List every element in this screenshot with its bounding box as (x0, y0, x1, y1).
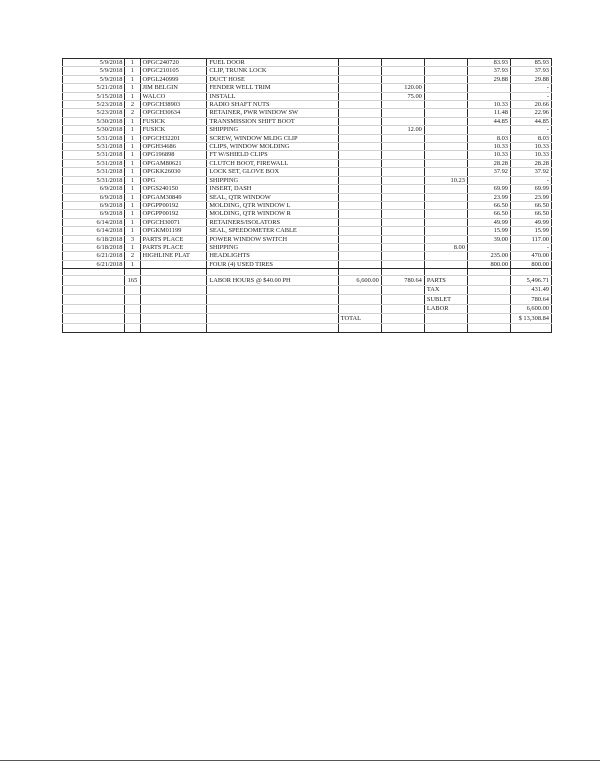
item-unit-price: 83.93 (467, 59, 510, 67)
item-total: - (511, 126, 552, 134)
invoice-item-row (63, 218, 552, 226)
item-date: 6/9/2018 (63, 210, 125, 218)
item-total: 37.92 (511, 168, 552, 176)
item-sublet-amount: 12.00 (381, 126, 424, 134)
parts-label: PARTS (424, 276, 467, 286)
item-sublet-amount (381, 260, 424, 268)
item-part-number: OPGC210105 (140, 67, 207, 75)
item-total: 66.50 (511, 201, 552, 209)
item-total: 66.50 (511, 210, 552, 218)
item-sublet-amount (381, 67, 424, 75)
item-date: 5/31/2018 (63, 134, 125, 142)
item-unit-price: 69.99 (467, 185, 510, 193)
item-date: 6/18/2018 (63, 235, 125, 243)
item-sublet-amount (381, 101, 424, 109)
item-labor-amount (338, 185, 381, 193)
item-labor-amount (338, 159, 381, 167)
item-date: 6/21/2018 (63, 252, 125, 260)
item-description: SHIPPING (207, 176, 338, 184)
item-part-number: OPGCH30071 (140, 218, 207, 226)
item-part-number: OPGCH38903 (140, 101, 207, 109)
item-sublet-amount (381, 151, 424, 159)
item-qty: 1 (125, 227, 140, 235)
item-description: POWER WINDOW SWITCH (207, 235, 338, 243)
item-shipping-amount (424, 168, 467, 176)
item-total: 44.85 (511, 117, 552, 125)
item-labor-amount (338, 126, 381, 134)
item-shipping-amount (424, 126, 467, 134)
item-part-number: OPGAM30849 (140, 193, 207, 201)
item-description: CLUTCH BOOT, FIREWALL (207, 159, 338, 167)
invoice-item-row (63, 126, 552, 134)
labor-value: 6,600.00 (511, 304, 552, 314)
item-labor-amount (338, 243, 381, 251)
item-description: RETAINER, PWR WINDOW SW (207, 109, 338, 117)
tax-label: TAX (424, 285, 467, 295)
labor-hours: 165 (125, 276, 140, 286)
item-sublet-amount (381, 218, 424, 226)
item-description: CLIP, TRUNK LOCK (207, 67, 338, 75)
invoice-item-row (63, 92, 552, 100)
item-date: 5/9/2018 (63, 59, 125, 67)
item-qty: 1 (125, 176, 140, 184)
invoice-item-row (63, 109, 552, 117)
item-shipping-amount: 8.00 (424, 243, 467, 251)
item-unit-price: 11.48 (467, 109, 510, 117)
item-qty: 2 (125, 252, 140, 260)
item-sublet-amount: 120.00 (381, 84, 424, 92)
item-shipping-amount (424, 201, 467, 209)
item-total: 117.00 (511, 235, 552, 243)
item-labor-amount (338, 143, 381, 151)
item-part-number: OPG (140, 176, 207, 184)
item-shipping-amount (424, 159, 467, 167)
page-bottom-rule (0, 760, 600, 761)
invoice-item-row (63, 252, 552, 260)
item-date: 5/31/2018 (63, 159, 125, 167)
item-unit-price: 39.00 (467, 235, 510, 243)
item-description: RETAINERS/ISOLATORS (207, 218, 338, 226)
item-qty: 1 (125, 218, 140, 226)
item-shipping-amount (424, 101, 467, 109)
item-qty: 2 (125, 109, 140, 117)
invoice-item-row (63, 193, 552, 201)
item-sublet-amount (381, 168, 424, 176)
item-total: - (511, 92, 552, 100)
item-unit-price (467, 126, 510, 134)
sublet-value: 780.64 (511, 295, 552, 305)
invoice-item-row (63, 134, 552, 142)
item-description: CLIPS, WINDOW MOLDING (207, 143, 338, 151)
item-description: HEADLIGHTS (207, 252, 338, 260)
item-shipping-amount (424, 210, 467, 218)
item-sublet-amount (381, 109, 424, 117)
item-qty: 1 (125, 243, 140, 251)
item-total: - (511, 243, 552, 251)
item-total: - (511, 176, 552, 184)
item-unit-price: 8.03 (467, 134, 510, 142)
item-sublet-amount (381, 75, 424, 83)
item-part-number: JIM BELGIN (140, 84, 207, 92)
item-qty: 1 (125, 67, 140, 75)
item-part-number: OPGC240720 (140, 59, 207, 67)
item-unit-price: 10.33 (467, 143, 510, 151)
item-part-number: OPGAM80621 (140, 159, 207, 167)
item-sublet-amount (381, 59, 424, 67)
item-qty: 1 (125, 143, 140, 151)
item-shipping-amount (424, 252, 467, 260)
item-unit-price: 15.99 (467, 227, 510, 235)
item-total: - (511, 84, 552, 92)
item-labor-amount (338, 75, 381, 83)
item-part-number: OPGKM01199 (140, 227, 207, 235)
item-sublet-amount (381, 176, 424, 184)
item-sublet-amount (381, 201, 424, 209)
item-total: 49.99 (511, 218, 552, 226)
item-part-number: PARTS PLACE (140, 243, 207, 251)
item-date: 5/31/2018 (63, 176, 125, 184)
item-description: LOCK SET, GLOVE BOX (207, 168, 338, 176)
item-unit-price: 29.88 (467, 75, 510, 83)
item-shipping-amount (424, 84, 467, 92)
summary-total-row (63, 314, 552, 324)
item-date: 5/31/2018 (63, 151, 125, 159)
labor-label: LABOR (424, 304, 467, 314)
item-labor-amount (338, 193, 381, 201)
item-qty: 1 (125, 59, 140, 67)
item-qty: 1 (125, 159, 140, 167)
item-sublet-amount (381, 235, 424, 243)
item-labor-amount (338, 59, 381, 67)
item-part-number: OPGL240999 (140, 75, 207, 83)
item-date: 5/9/2018 (63, 75, 125, 83)
item-sublet-amount (381, 252, 424, 260)
item-total: 22.96 (511, 109, 552, 117)
item-unit-price (467, 92, 510, 100)
item-date: 6/21/2018 (63, 260, 125, 268)
invoice-item-row (63, 159, 552, 167)
invoice-item-row (63, 75, 552, 83)
item-unit-price: 10.33 (467, 151, 510, 159)
item-labor-amount (338, 252, 381, 260)
item-labor-amount (338, 168, 381, 176)
item-description: MOLDING, QTR WINDOW R (207, 210, 338, 218)
item-description: FT W/SHIELD CLIPS (207, 151, 338, 159)
item-description: RADIO SHAFT NUTS (207, 101, 338, 109)
item-unit-price: 66.50 (467, 201, 510, 209)
item-description: SCREW, WINDOW MLDG CLIP (207, 134, 338, 142)
item-qty: 1 (125, 185, 140, 193)
item-description: INSERT, DASH (207, 185, 338, 193)
invoice-item-row (63, 84, 552, 92)
item-qty: 1 (125, 75, 140, 83)
labor-hours-text: LABOR HOURS @ $40.00 PH (207, 276, 338, 286)
sublet-label: SUBLET (424, 295, 467, 305)
item-total: 20.66 (511, 101, 552, 109)
item-date: 5/15/2018 (63, 92, 125, 100)
invoice-item-row (63, 210, 552, 218)
parts-value: 5,496.71 (511, 276, 552, 286)
invoice-table (62, 58, 552, 333)
item-shipping-amount (424, 193, 467, 201)
item-shipping-amount (424, 117, 467, 125)
item-description: SHIPPING (207, 126, 338, 134)
item-sublet-amount (381, 210, 424, 218)
item-part-number: OPGCH32201 (140, 134, 207, 142)
item-total: 10.33 (511, 143, 552, 151)
item-description: TRANSMISSION SHIFT BOOT (207, 117, 338, 125)
item-unit-price (467, 84, 510, 92)
item-description: DUCT HOSE (207, 75, 338, 83)
item-shipping-amount (424, 260, 467, 268)
item-part-number: WALCO (140, 92, 207, 100)
item-shipping-amount (424, 218, 467, 226)
item-part-number: HIGHLINE PLAT (140, 252, 207, 260)
item-total: 69.99 (511, 185, 552, 193)
item-labor-amount (338, 176, 381, 184)
item-total: 8.03 (511, 134, 552, 142)
item-shipping-amount (424, 59, 467, 67)
item-total: 470.00 (511, 252, 552, 260)
item-description: FUEL DOOR (207, 59, 338, 67)
item-labor-amount (338, 218, 381, 226)
item-date: 5/30/2018 (63, 117, 125, 125)
invoice-item-row (63, 235, 552, 243)
item-date: 6/18/2018 (63, 243, 125, 251)
item-unit-price: 235.00 (467, 252, 510, 260)
item-date: 6/14/2018 (63, 218, 125, 226)
invoice-item-row (63, 117, 552, 125)
invoice-item-row (63, 151, 552, 159)
item-date: 5/31/2018 (63, 168, 125, 176)
total-label: TOTAL (338, 314, 381, 324)
summary-sublet-row (63, 295, 552, 305)
item-shipping-amount (424, 92, 467, 100)
item-part-number (140, 260, 207, 268)
item-sublet-amount (381, 243, 424, 251)
item-sublet-amount: 75.00 (381, 92, 424, 100)
item-sublet-amount (381, 117, 424, 125)
item-labor-amount (338, 210, 381, 218)
item-shipping-amount (424, 75, 467, 83)
item-sublet-amount (381, 159, 424, 167)
invoice-item-row (63, 243, 552, 251)
item-labor-amount (338, 101, 381, 109)
item-total: 10.33 (511, 151, 552, 159)
item-qty: 1 (125, 168, 140, 176)
item-total: 23.99 (511, 193, 552, 201)
item-shipping-amount: 10.23 (424, 176, 467, 184)
sublet-amount: 780.64 (381, 276, 424, 286)
item-part-number: FUSICK (140, 126, 207, 134)
item-qty: 1 (125, 193, 140, 201)
spacer-row (63, 269, 552, 276)
item-sublet-amount (381, 143, 424, 151)
item-unit-price: 66.50 (467, 210, 510, 218)
item-unit-price: 23.99 (467, 193, 510, 201)
item-date: 5/23/2018 (63, 101, 125, 109)
tax-value: 431.49 (511, 285, 552, 295)
item-description: MOLDING, QTR WINDOW L (207, 201, 338, 209)
item-labor-amount (338, 151, 381, 159)
item-shipping-amount (424, 67, 467, 75)
item-total: 37.93 (511, 67, 552, 75)
item-total: 15.99 (511, 227, 552, 235)
item-shipping-amount (424, 185, 467, 193)
invoice-summary (63, 269, 552, 333)
item-part-number: PARTS PLACE (140, 235, 207, 243)
item-labor-amount (338, 117, 381, 125)
item-qty: 1 (125, 92, 140, 100)
invoice-item-row (63, 101, 552, 109)
item-sublet-amount (381, 227, 424, 235)
item-unit-price: 44.85 (467, 117, 510, 125)
item-qty: 1 (125, 84, 140, 92)
item-description: SHIPPING (207, 243, 338, 251)
item-total: 85.93 (511, 59, 552, 67)
item-sublet-amount (381, 185, 424, 193)
item-part-number: FUSICK (140, 117, 207, 125)
item-qty: 1 (125, 134, 140, 142)
item-date: 6/9/2018 (63, 193, 125, 201)
item-date: 6/14/2018 (63, 227, 125, 235)
item-description: SEAL, QTR WINDOW (207, 193, 338, 201)
item-unit-price: 10.33 (467, 101, 510, 109)
item-labor-amount (338, 92, 381, 100)
item-part-number: OPGPP00192 (140, 201, 207, 209)
item-part-number: OPGS240150 (140, 185, 207, 193)
item-description: FOUR (4) USED TIRES (207, 260, 338, 268)
summary-labor-row (63, 304, 552, 314)
item-labor-amount (338, 67, 381, 75)
item-qty: 2 (125, 101, 140, 109)
item-labor-amount (338, 227, 381, 235)
item-total: 800.00 (511, 260, 552, 268)
item-unit-price (467, 243, 510, 251)
item-unit-price: 49.99 (467, 218, 510, 226)
item-date: 5/31/2018 (63, 143, 125, 151)
item-unit-price: 800.00 (467, 260, 510, 268)
item-labor-amount (338, 201, 381, 209)
item-shipping-amount (424, 227, 467, 235)
summary-tax-row (63, 285, 552, 295)
total-value: $ 13,308.84 (511, 314, 552, 324)
invoice-item-row (63, 168, 552, 176)
item-unit-price: 28.28 (467, 159, 510, 167)
item-labor-amount (338, 84, 381, 92)
item-total: 29.88 (511, 75, 552, 83)
item-part-number: OPG196898 (140, 151, 207, 159)
item-qty: 1 (125, 126, 140, 134)
item-part-number: OPGPP00192 (140, 210, 207, 218)
summary-blank-row (63, 323, 552, 333)
item-sublet-amount (381, 193, 424, 201)
item-total: 28.28 (511, 159, 552, 167)
item-date: 5/9/2018 (63, 67, 125, 75)
summary-parts-row (63, 276, 552, 286)
item-part-number: OPGH34686 (140, 143, 207, 151)
item-labor-amount (338, 235, 381, 243)
invoice-item-row (63, 59, 552, 67)
item-shipping-amount (424, 134, 467, 142)
item-date: 6/9/2018 (63, 201, 125, 209)
item-unit-price: 37.92 (467, 168, 510, 176)
invoice-item-row (63, 260, 552, 268)
invoice-item-row (63, 67, 552, 75)
item-qty: 3 (125, 235, 140, 243)
item-qty: 1 (125, 260, 140, 268)
invoice-item-row (63, 201, 552, 209)
item-qty: 1 (125, 117, 140, 125)
invoice-item-row (63, 143, 552, 151)
item-date: 5/30/2018 (63, 126, 125, 134)
invoice-item-rows (63, 59, 552, 269)
item-date: 5/23/2018 (63, 109, 125, 117)
invoice-item-row (63, 227, 552, 235)
item-shipping-amount (424, 109, 467, 117)
item-shipping-amount (424, 235, 467, 243)
item-labor-amount (338, 260, 381, 268)
item-qty: 1 (125, 210, 140, 218)
invoice-item-row (63, 185, 552, 193)
invoice-item-row (63, 176, 552, 184)
item-unit-price (467, 176, 510, 184)
item-labor-amount (338, 134, 381, 142)
item-date: 5/21/2018 (63, 84, 125, 92)
item-labor-amount (338, 109, 381, 117)
item-description: INSTALL (207, 92, 338, 100)
item-shipping-amount (424, 143, 467, 151)
item-shipping-amount (424, 151, 467, 159)
item-qty: 1 (125, 201, 140, 209)
labor-amount: 6,600.00 (338, 276, 381, 286)
item-description: FENDER WELL TRIM (207, 84, 338, 92)
item-unit-price: 37.93 (467, 67, 510, 75)
item-part-number: OPGKK26030 (140, 168, 207, 176)
item-date: 6/9/2018 (63, 185, 125, 193)
item-sublet-amount (381, 134, 424, 142)
item-description: SEAL, SPEEDOMETER CABLE (207, 227, 338, 235)
item-qty: 1 (125, 151, 140, 159)
item-part-number: OPGCH30634 (140, 109, 207, 117)
